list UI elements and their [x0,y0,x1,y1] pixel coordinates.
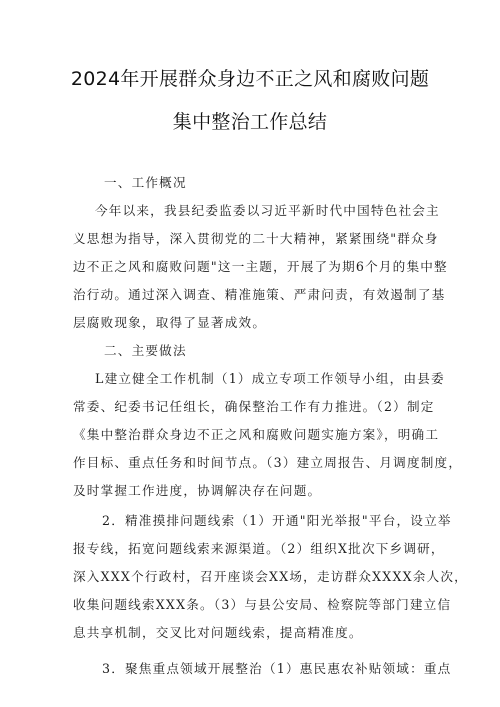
document-title-line-2: 集中整治工作总结 [172,111,328,133]
paragraph-line: 层腐败现象，取得了显著成效。 [73,315,267,330]
paragraph-line: 治行动。通过深入调查、精准施策、严肃问责，有效遏制了基 [73,287,446,302]
paragraph-line: L建立健全工作机制（1）成立专项工作领导小组，由县委 [95,371,445,386]
paragraph-line: 常委、纪委书记任组长，确保整治工作有力推进。（2）制定 [73,399,435,414]
paragraph-line: 边不正之风和腐败问题"这一主题，开展了为期6个月的集中整 [73,259,448,274]
paragraph-line: 息共享机制，交叉比对问题线索，提高精准度。 [73,625,363,640]
paragraph-line: 报专线，拓宽问题线索来源渠道。（2）组织X批次下乡调研， [73,541,445,556]
document-title-line-1: 2024年开展群众身边不正之风和腐败问题 [70,68,430,90]
paragraph-line: 收集问题线索XXX条。（3）与县公安局、检察院等部门建立信 [73,597,452,612]
paragraph-line: 3．聚焦重点领域开展整治（1）惠民惠农补贴领域：重点 [102,661,452,676]
paragraph-line: 《集中整治群众身边不正之风和腐败问题实施方案》，明确工 [73,427,440,442]
paragraph-line: 作目标、重点任务和时间节点。（3）建立周报告、月调度制度， [73,455,463,470]
paragraph-line: 义思想为指导，深入贯彻党的二十大精神，紧紧围绕"群众身 [73,231,439,246]
section-heading-overview: 一、工作概况 [104,175,187,190]
paragraph-line: 今年以来，我县纪委监委以习近平新时代中国特色社会主 [95,203,440,218]
paragraph-line: 深入XXX个行政村，召开座谈会XX场，走访群众XXXX余人次， [73,569,468,584]
paragraph-line: 及时掌握工作进度，协调解决存在问题。 [73,483,322,498]
section-heading-main-practices: 二、主要做法 [104,343,187,358]
paragraph-line: 2．精准摸排问题线索（1）开通"阳光举报"平台，设立举 [102,513,452,528]
